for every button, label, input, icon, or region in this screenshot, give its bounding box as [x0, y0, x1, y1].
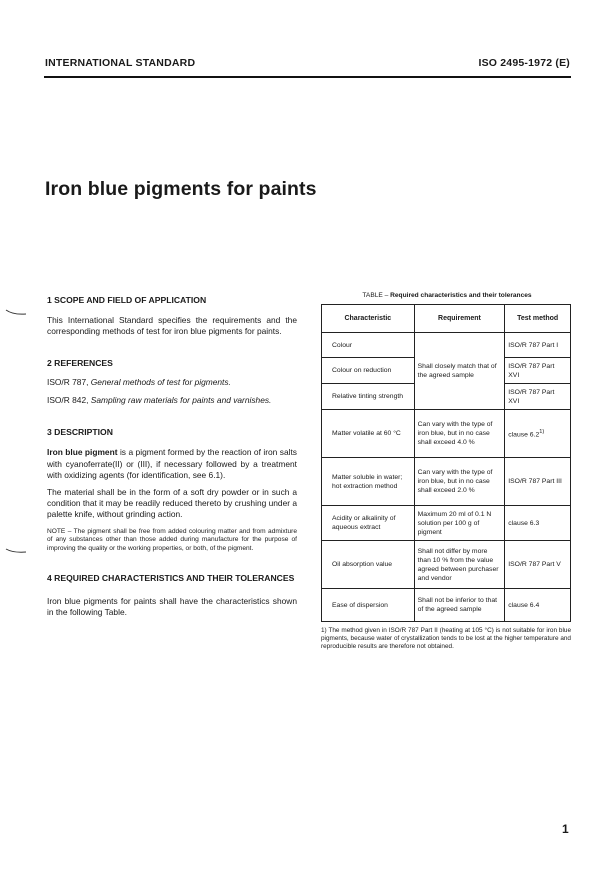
test-method-cell: ISO/R 787 Part XVI: [505, 384, 571, 410]
test-method-text: clause 6.2: [508, 431, 540, 439]
margin-mark: [5, 309, 27, 315]
section-3-note: NOTE – The pigment shall be free from added colouring matter and from admixture of any substances other than those added during manufacture for the purpose of improving the quality or the working properties, or both, of the pigment.: [47, 527, 297, 552]
reference-iso-r-842: [47, 395, 297, 406]
test-method-cell: ISO/R 787 Part III: [505, 458, 571, 506]
characteristic-cell: Relative tinting strength: [322, 384, 415, 410]
reference-code: ISO/R 787,: [47, 376, 91, 387]
section-3-definition: [47, 447, 297, 481]
reference-code: ISO/R 842,: [47, 395, 91, 406]
section-1-heading: 1 SCOPE AND FIELD OF APPLICATION: [47, 295, 207, 305]
reference-title: General methods of test for pigments.: [90, 376, 231, 387]
test-method-cell: [505, 410, 571, 458]
column-header: Requirement: [414, 305, 505, 333]
characteristic-cell: Matter volatile at 60 °C: [322, 410, 415, 458]
header-document-number: ISO 2495-1972 (E): [478, 57, 570, 69]
defined-term: Iron blue pigment: [47, 447, 118, 458]
section-3-text: The material shall be in the form of a soft dry powder or in such a condition that it may be readily reduced thereto by crushing under a palette knife, without grinding action.: [47, 487, 298, 520]
reference-iso-r-787: [47, 377, 297, 388]
test-method-cell: ISO/R 787 Part V: [505, 541, 571, 589]
table-caption: [321, 292, 573, 299]
requirement-cell: Can vary with the type of iron blue, but in no case shall exceed 4.0 %: [414, 410, 505, 458]
characteristic-cell: Acidity or alkalinity of aqueous extract: [322, 506, 415, 541]
section-2-heading: 2 REFERENCES: [47, 357, 113, 368]
document-title: Iron blue pigments for paints: [45, 178, 317, 200]
running-header: [45, 57, 570, 69]
characteristic-cell: Colour on reduction: [322, 358, 415, 384]
characteristic-cell: Ease of dispersion: [322, 589, 415, 622]
requirement-cell: Shall not be inferior to that of the agreed sample: [414, 589, 505, 622]
section-4-heading: 4 REQUIRED CHARACTERISTICS AND THEIR TOLERANCES: [47, 573, 295, 584]
table-header-row: [322, 305, 571, 333]
page-number: 1: [562, 822, 569, 836]
column-header: Characteristic: [322, 305, 415, 333]
table-footnote: 1) The method given in ISO/R 787 Part II (heating at 105 °C) is not suitable for iron blue pigments, because water of crystallization tends to be lost at the higher temperature and reproducible results are therefore not obtained.: [321, 627, 571, 651]
header-rule: [44, 76, 571, 78]
test-method-cell: clause 6.4: [505, 589, 571, 622]
margin-mark: [5, 548, 27, 554]
table-row: [322, 506, 571, 541]
requirement-cell: Maximum 20 ml of 0.1 N solution per 100 g of pigment: [414, 506, 505, 541]
table-row: [322, 589, 571, 622]
table-row: [322, 410, 571, 458]
left-column: [47, 295, 297, 618]
requirement-cell: Shall closely match that of the agreed sample: [414, 333, 505, 410]
test-method-cell: clause 6.3: [505, 506, 571, 541]
test-method-cell: ISO/R 787 Part XVI: [505, 358, 571, 384]
footnote-reference: 1): [539, 428, 545, 435]
requirement-cell: Can vary with the type of iron blue, but in no case shall exceed 2.0 %: [414, 458, 505, 506]
table-row: [322, 541, 571, 589]
characteristic-cell: Colour: [322, 333, 415, 358]
reference-title: Sampling raw materials for paints and varnishes.: [90, 395, 272, 406]
table-caption-title: Required characteristics and their tolerances: [390, 292, 532, 299]
characteristic-cell: Matter soluble in water; hot extraction method: [322, 458, 415, 506]
section-3-heading: 3 DESCRIPTION: [47, 427, 113, 438]
definition-text: is a pigment formed by the reaction of iron salts with cyanoferrate(II) or (III), if necessary followed by a treatment with oxidizing agents (for identification, see 6.1).: [47, 447, 297, 480]
table-row: [322, 458, 571, 506]
table-row: [322, 333, 571, 358]
requirement-cell: Shall not differ by more than 10 % from the value agreed between purchaser and vendor: [414, 541, 505, 589]
test-method-cell: ISO/R 787 Part I: [505, 333, 571, 358]
header-standard-type: INTERNATIONAL STANDARD: [45, 57, 196, 69]
right-column: [321, 292, 573, 658]
section-4-text: Iron blue pigments for paints shall have the characteristics shown in the following Table.: [47, 595, 297, 617]
table-caption-label: TABLE –: [362, 292, 391, 299]
column-header: Test method: [505, 305, 571, 333]
section-1-text: This International Standard specifies the requirements and the corresponding methods of test for iron blue pigments for paints.: [47, 315, 297, 337]
characteristics-table: [321, 304, 571, 622]
characteristic-cell: Oil absorption value: [322, 541, 415, 589]
